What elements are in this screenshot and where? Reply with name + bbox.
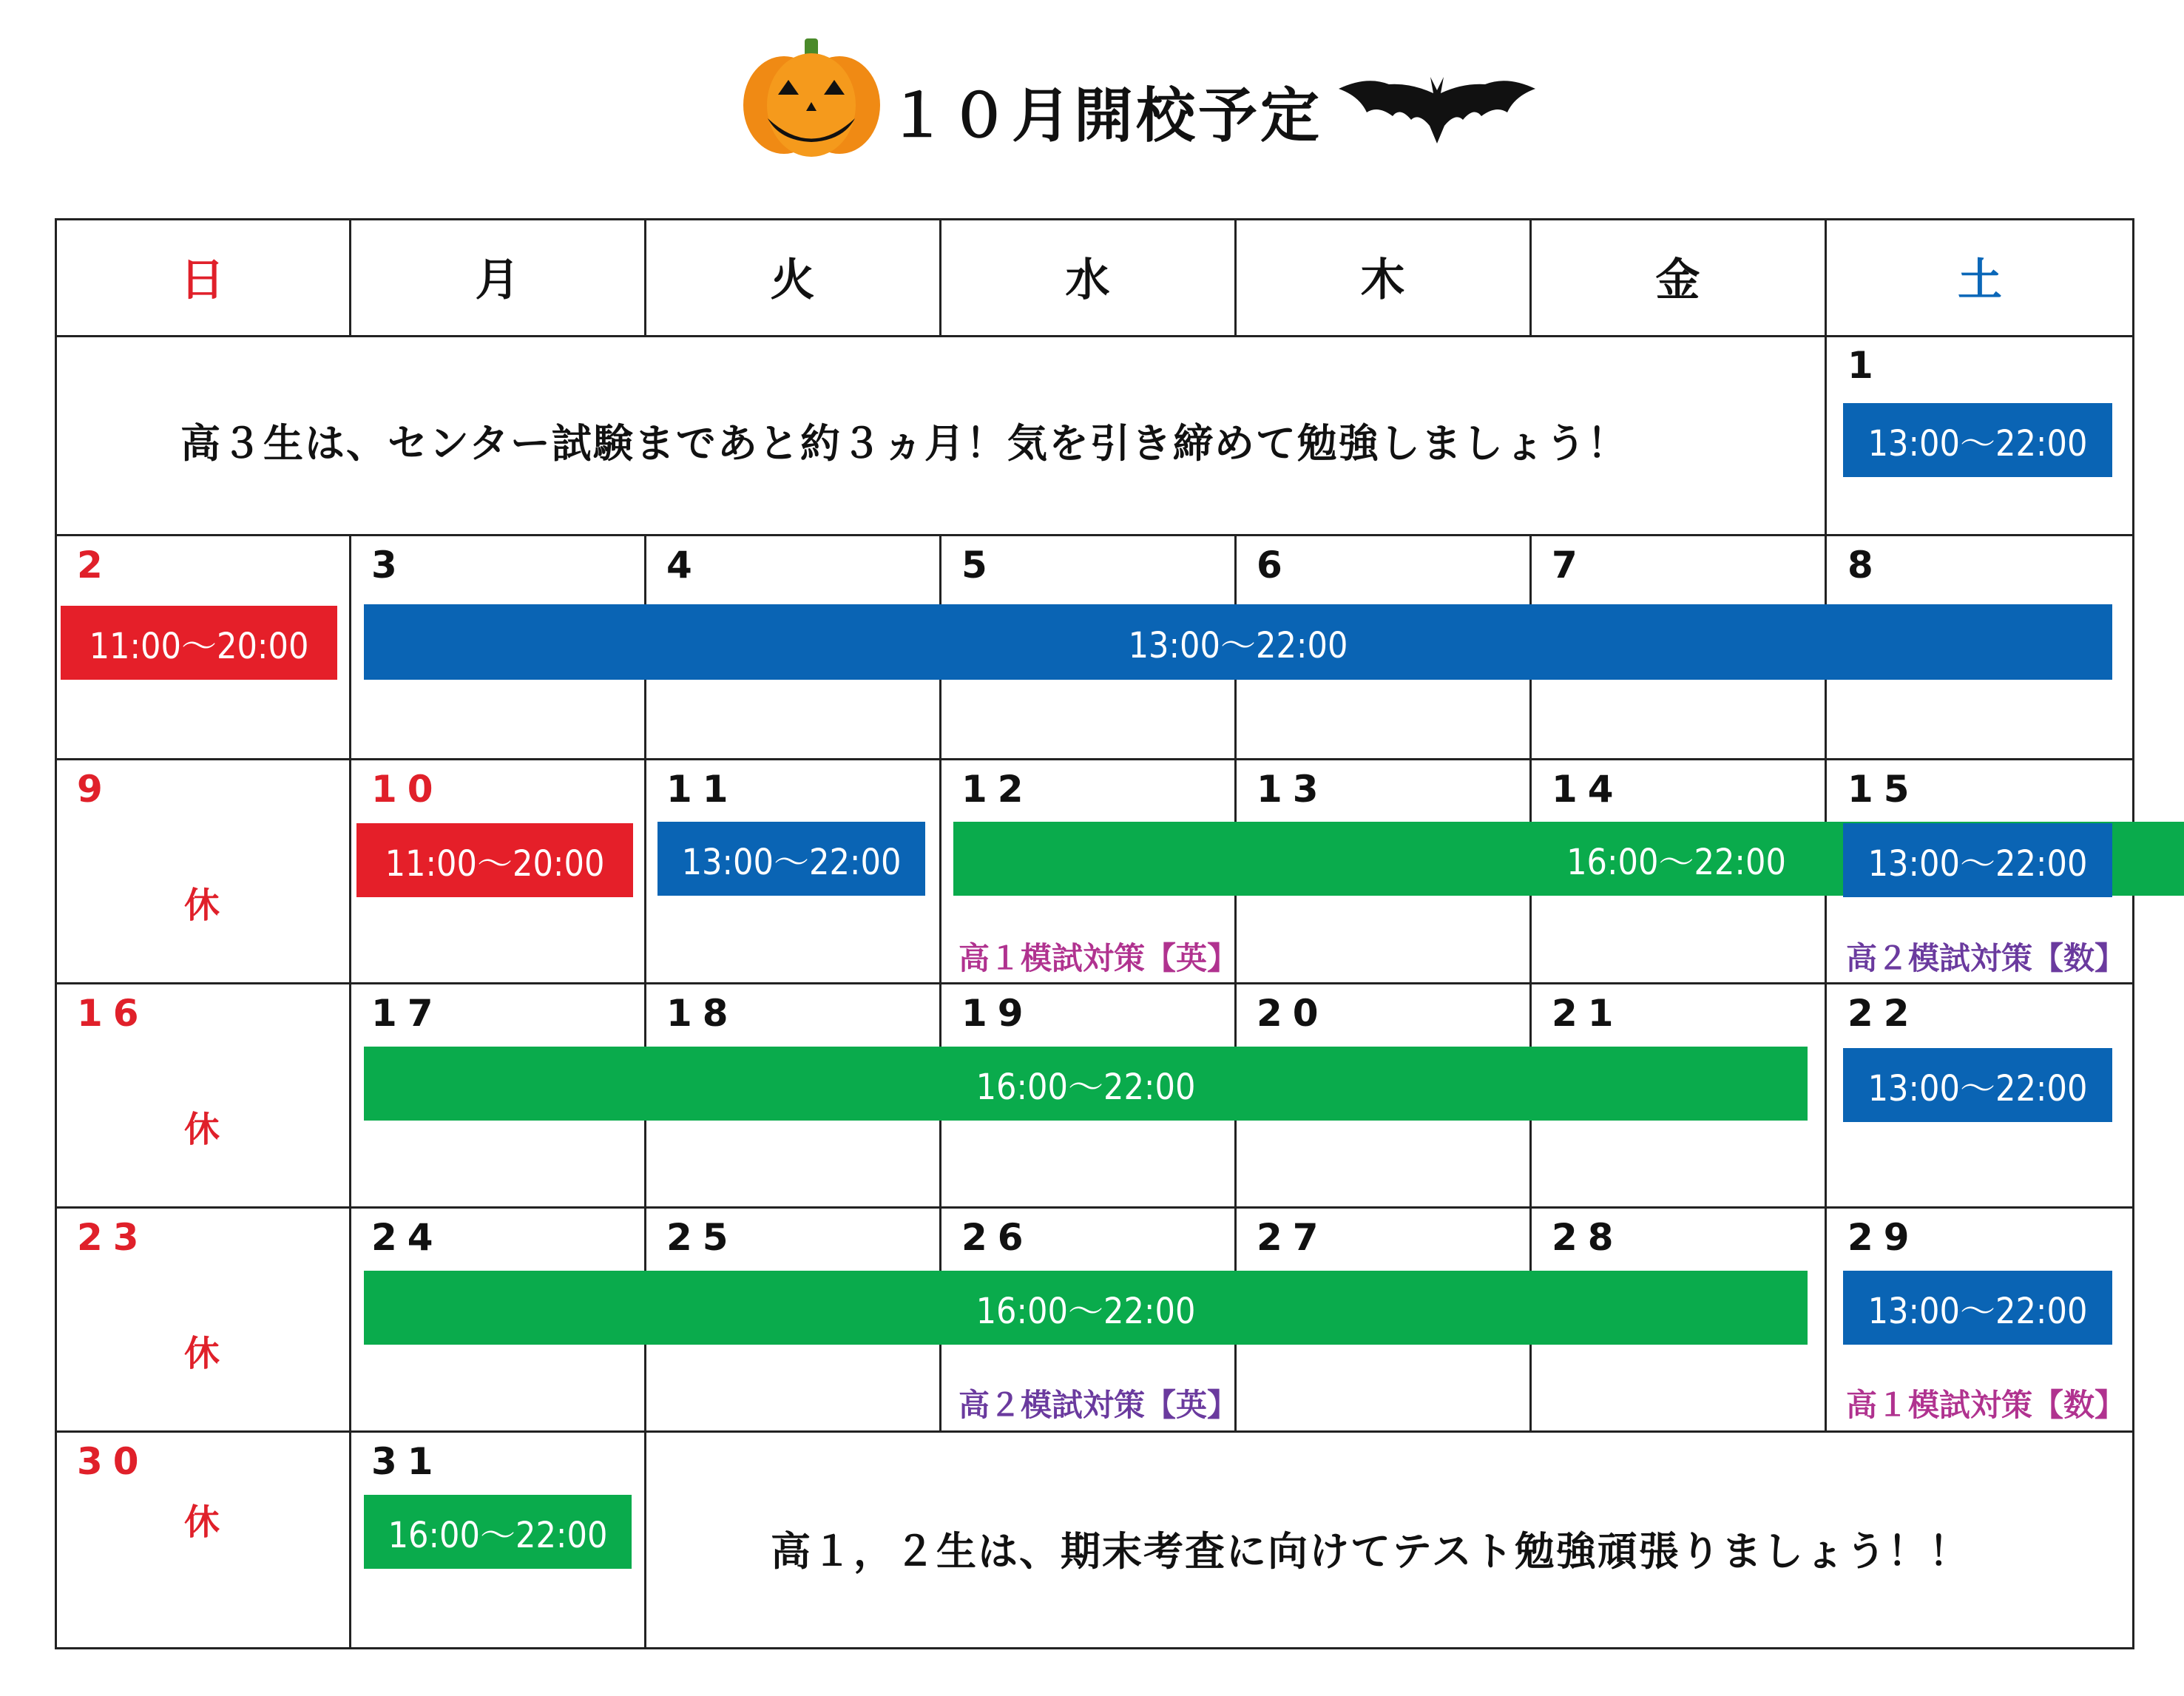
exam-prep-note: 高２模試対策【英】 <box>959 1387 1239 1423</box>
day-9: 9 <box>77 768 113 811</box>
day-19: 19 <box>961 992 1034 1035</box>
weekday-sat: 土 <box>1958 254 2002 306</box>
exam-prep-note: 高１模試対策【英】 <box>959 940 1239 976</box>
day-4: 4 <box>666 544 703 587</box>
hours-bar: 16:00～22:00 <box>364 1495 632 1569</box>
day-27: 27 <box>1257 1216 1329 1259</box>
hours-bar: 13:00～22:00 <box>364 604 2112 680</box>
hours-bar: 16:00～22:00 <box>364 1047 1808 1121</box>
day-30: 30 <box>77 1440 149 1483</box>
message-juniors: 高１，２生は、期末考査に向けてテスト勉強頑張りましょう！！ <box>771 1528 1970 1575</box>
page-title: １０月開校予定 <box>888 81 1322 150</box>
day-8: 8 <box>1847 544 1884 587</box>
closed-label: 休 <box>184 1501 220 1543</box>
day-20: 20 <box>1257 992 1329 1035</box>
day-6: 6 <box>1257 544 1293 587</box>
weekday-fri: 金 <box>1655 254 1700 306</box>
day-14: 14 <box>1552 768 1624 811</box>
day-2: 2 <box>77 544 113 587</box>
hours-bar: 13:00～22:00 <box>1843 1271 2112 1345</box>
day-24: 24 <box>371 1216 444 1259</box>
day-22: 22 <box>1847 992 1920 1035</box>
day-11: 11 <box>666 768 739 811</box>
hours-bar: 11:00～20:00 <box>61 606 337 680</box>
day-13: 13 <box>1257 768 1329 811</box>
weekday-tue: 火 <box>770 254 815 306</box>
closed-label: 休 <box>184 1109 220 1150</box>
day-5: 5 <box>961 544 998 587</box>
closed-label: 休 <box>184 1333 220 1374</box>
closed-label: 休 <box>184 885 220 926</box>
weekday-thu: 木 <box>1360 254 1405 306</box>
day-26: 26 <box>961 1216 1034 1259</box>
weekday-sun: 日 <box>180 254 225 306</box>
message-seniors: 高３生は、センター試験まであと約３ヵ月！気を引き締めて勉強しましょう！ <box>180 420 1629 467</box>
exam-prep-note: 高１模試対策【数】 <box>1846 1387 2126 1423</box>
weekday-mon: 月 <box>475 254 520 306</box>
exam-prep-note: 高２模試対策【数】 <box>1846 940 2126 976</box>
hours-bar: 13:00～22:00 <box>1843 403 2112 477</box>
day-21: 21 <box>1552 992 1624 1035</box>
day-29: 29 <box>1847 1216 1920 1259</box>
hours-bar: 16:00～22:00 <box>953 822 2184 896</box>
day-3: 3 <box>371 544 408 587</box>
bat-icon <box>1337 61 1537 149</box>
day-17: 17 <box>371 992 444 1035</box>
day-7: 7 <box>1552 544 1588 587</box>
day-10: 10 <box>371 768 444 811</box>
day-28: 28 <box>1552 1216 1624 1259</box>
hours-bar: 16:00～22:00 <box>364 1271 1808 1345</box>
day-1: 1 <box>1847 344 1884 387</box>
day-31: 31 <box>371 1440 444 1483</box>
pumpkin-icon <box>740 37 884 159</box>
hours-bar: 11:00～20:00 <box>356 823 633 897</box>
title-area <box>0 31 2184 164</box>
day-15: 15 <box>1847 768 1920 811</box>
day-16: 16 <box>77 992 149 1035</box>
calendar-grid <box>55 218 2134 1649</box>
hours-bar: 13:00～22:00 <box>1843 823 2112 897</box>
hours-bar: 13:00～22:00 <box>1843 1048 2112 1122</box>
day-18: 18 <box>666 992 739 1035</box>
day-25: 25 <box>666 1216 739 1259</box>
day-12: 12 <box>961 768 1034 811</box>
hours-bar: 13:00～22:00 <box>657 822 925 896</box>
weekday-wed: 水 <box>1065 254 1110 306</box>
day-23: 23 <box>77 1216 149 1259</box>
